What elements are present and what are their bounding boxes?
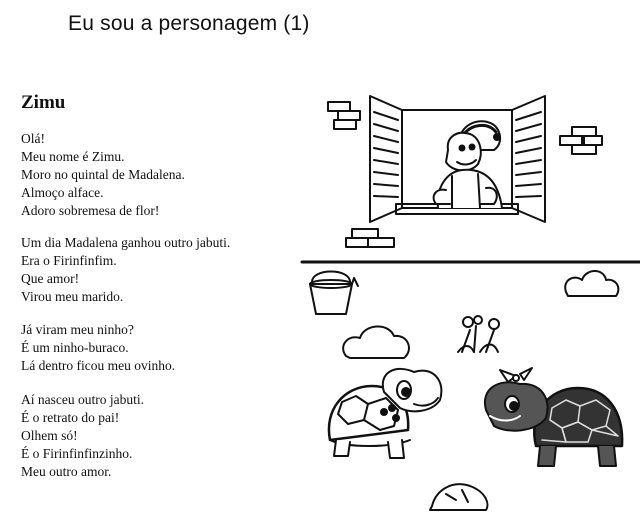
poem-line: Meu nome é Zimu. [21, 149, 125, 164]
poem-line: Olá! [21, 131, 45, 146]
turtle-icon [329, 369, 441, 458]
page-title: Eu sou a personagem (1) [68, 12, 310, 35]
brick-icon [346, 229, 394, 247]
poem-title: Zimu [21, 92, 66, 113]
bush-icon [565, 271, 618, 296]
brick-icon [328, 102, 360, 129]
bucket-icon [310, 272, 358, 315]
poem-line: Lá dentro ficou meu ovinho. [21, 358, 176, 373]
poem-stanza-2 [21, 234, 230, 306]
window-with-person-icon [370, 96, 545, 222]
illustration [290, 75, 640, 525]
poem-line: Era o Firinfinfim. [21, 253, 117, 268]
poem-line: É o Firinfinfinzinho. [21, 446, 133, 461]
turtle-with-bow-icon [485, 368, 622, 466]
flowers-icon [458, 316, 499, 352]
brick-icon [560, 127, 602, 154]
poem-line: Um dia Madalena ganhou outro jabuti. [21, 235, 231, 250]
poem-line: Que amor! [21, 271, 80, 286]
rock-icon [430, 484, 487, 510]
bush-icon [343, 326, 409, 358]
poem-line: Virou meu marido. [21, 289, 124, 304]
poem-line: Aí nasceu outro jabuti. [21, 392, 144, 407]
poem-line: Moro no quintal de Madalena. [21, 167, 185, 182]
poem-line: É o retrato do pai! [21, 410, 120, 425]
poem-stanza-4 [21, 391, 144, 481]
poem-line: Olhem só! [21, 428, 78, 443]
poem-line: Almoço alface. [21, 185, 104, 200]
poem-stanza-3 [21, 321, 175, 375]
poem-line: Adoro sobremesa de flor! [21, 203, 160, 218]
poem-line: Meu outro amor. [21, 464, 112, 479]
poem-line: É um ninho-buraco. [21, 340, 129, 355]
poem-stanza-1 [21, 130, 185, 220]
poem-line: Já viram meu ninho? [21, 322, 134, 337]
